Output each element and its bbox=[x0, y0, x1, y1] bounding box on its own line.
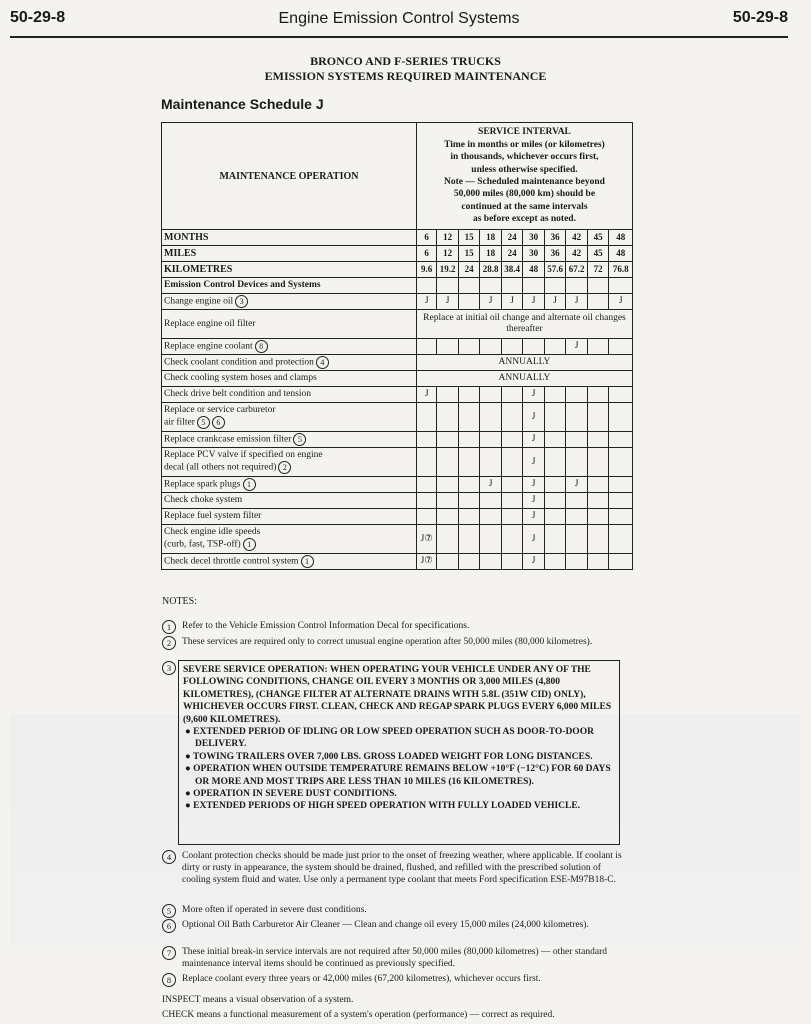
note-number-icon: 5 bbox=[162, 904, 176, 918]
schedule-cell bbox=[480, 493, 502, 509]
schedule-cell: J bbox=[523, 509, 545, 525]
note-number-icon: 2 bbox=[162, 636, 176, 650]
schedule-cell bbox=[609, 509, 633, 525]
table-row bbox=[162, 387, 633, 403]
schedule-cell bbox=[501, 554, 523, 570]
operation-label: Replace fuel system filter bbox=[164, 511, 262, 521]
operation-label: Replace or service carburetor bbox=[164, 405, 276, 415]
schedule-cell bbox=[437, 554, 459, 570]
note-number-icon: 6 bbox=[162, 919, 176, 933]
bullet-icon: ● bbox=[185, 751, 193, 762]
note-text: Refer to the Vehicle Emission Control Information Decal for specifications. bbox=[182, 621, 470, 631]
interval-value: 19.2 bbox=[437, 262, 459, 278]
schedule-cell bbox=[544, 554, 566, 570]
operation-label: Check engine idle speeds bbox=[164, 527, 261, 537]
note-text: These initial break-in service intervals are not required after 50,000 miles (80,000 kilometres) — other standard maintenance interval items should be continued as previously specified. bbox=[182, 947, 607, 969]
schedule-cell bbox=[501, 493, 523, 509]
note-number-icon: 7 bbox=[162, 946, 176, 960]
interval-value: 12 bbox=[437, 246, 459, 262]
schedule-cell: J bbox=[523, 403, 545, 432]
note-item bbox=[162, 636, 622, 648]
operation-label: Replace engine oil filter bbox=[164, 318, 256, 329]
table-row bbox=[162, 477, 633, 493]
schedule-cell bbox=[501, 509, 523, 525]
note-item bbox=[162, 973, 622, 985]
interval-value: 76.8 bbox=[609, 262, 633, 278]
schedule-cell: J bbox=[480, 477, 502, 493]
schedule-title: Maintenance Schedule J bbox=[161, 96, 324, 112]
schedule-cell bbox=[437, 448, 459, 477]
interval-span-text: ANNUALLY bbox=[416, 355, 632, 371]
operation-name bbox=[162, 355, 417, 371]
schedule-cell bbox=[544, 477, 566, 493]
service-interval-line: continued at the same intervals bbox=[461, 201, 588, 212]
interval-value: 48 bbox=[609, 230, 633, 246]
empty-cell bbox=[523, 278, 545, 294]
schedule-cell: J bbox=[437, 294, 459, 310]
interval-value: 24 bbox=[501, 246, 523, 262]
severe-condition-item bbox=[183, 788, 615, 800]
operation-name bbox=[162, 493, 417, 509]
operation-label: Check drive belt condition and tension bbox=[164, 389, 311, 399]
severe-condition-item bbox=[183, 751, 615, 763]
schedule-cell bbox=[480, 448, 502, 477]
schedule-cell bbox=[566, 554, 588, 570]
schedule-cell: J bbox=[501, 294, 523, 310]
empty-cell bbox=[566, 278, 588, 294]
schedule-cell bbox=[544, 448, 566, 477]
empty-cell bbox=[544, 278, 566, 294]
schedule-cell: J bbox=[544, 294, 566, 310]
note-ref-icon: 8 bbox=[255, 340, 268, 353]
severe-condition-text: EXTENDED PERIODS OF HIGH SPEED OPERATION WITH FULLY LOADED VEHICLE. bbox=[193, 801, 581, 812]
interval-row-label: MILES bbox=[162, 246, 417, 262]
schedule-cell bbox=[609, 403, 633, 432]
bullet-icon: ● bbox=[185, 727, 194, 738]
interval-value: 24 bbox=[458, 262, 480, 278]
schedule-cell bbox=[609, 448, 633, 477]
page-header bbox=[10, 6, 788, 38]
schedule-cell: J bbox=[523, 432, 545, 448]
schedule-cell: J bbox=[416, 387, 436, 403]
schedule-cell bbox=[587, 509, 609, 525]
schedule-cell bbox=[523, 339, 545, 355]
bullet-icon: ● bbox=[185, 764, 194, 775]
interval-value: 24 bbox=[501, 230, 523, 246]
schedule-cell bbox=[609, 432, 633, 448]
schedule-cell: J bbox=[416, 294, 436, 310]
schedule-cell bbox=[458, 403, 480, 432]
schedule-cell bbox=[544, 525, 566, 554]
note-ref-icon: 6 bbox=[212, 416, 225, 429]
operation-label: Replace PCV valve if specified on engine bbox=[164, 450, 323, 460]
schedule-cell: J⑦ bbox=[416, 525, 436, 554]
schedule-cell bbox=[501, 403, 523, 432]
note-ref-icon: 1 bbox=[243, 538, 256, 551]
severe-condition-item bbox=[183, 800, 615, 812]
operation-name bbox=[162, 432, 417, 448]
schedule-cell bbox=[544, 493, 566, 509]
schedule-cell bbox=[458, 339, 480, 355]
interval-value: 15 bbox=[458, 246, 480, 262]
interval-value: 18 bbox=[480, 230, 502, 246]
schedule-cell: J bbox=[523, 477, 545, 493]
service-interval-header bbox=[416, 123, 632, 230]
schedule-cell bbox=[566, 448, 588, 477]
schedule-cell: J bbox=[523, 294, 545, 310]
schedule-cell bbox=[458, 387, 480, 403]
operation-label-line2: decal (all others not required) bbox=[164, 462, 277, 473]
schedule-cell: J⑦ bbox=[416, 554, 436, 570]
note-ref-icon: 3 bbox=[235, 295, 248, 308]
operation-name bbox=[162, 339, 417, 355]
interval-value: 9.6 bbox=[416, 262, 436, 278]
table-row bbox=[162, 371, 633, 387]
inspect-definition: INSPECT means a visual observation of a system. bbox=[162, 995, 354, 1005]
page-title: Engine Emission Control Systems bbox=[278, 10, 520, 27]
notes-label: NOTES: bbox=[162, 596, 197, 607]
severe-service-box bbox=[178, 660, 620, 845]
note-ref-icon: 1 bbox=[301, 555, 314, 568]
schedule-cell bbox=[501, 432, 523, 448]
schedule-cell bbox=[437, 493, 459, 509]
schedule-cell bbox=[416, 432, 436, 448]
schedule-cell bbox=[416, 339, 436, 355]
interval-row bbox=[162, 230, 633, 246]
interval-value: 6 bbox=[416, 246, 436, 262]
table-row bbox=[162, 525, 633, 554]
note-ref-icon: 2 bbox=[278, 461, 291, 474]
schedule-cell bbox=[437, 403, 459, 432]
schedule-cell: J bbox=[523, 387, 545, 403]
schedule-cell bbox=[437, 509, 459, 525]
note-item bbox=[162, 620, 622, 632]
schedule-cell: J bbox=[523, 493, 545, 509]
interval-value: 42 bbox=[566, 230, 588, 246]
service-interval-line: unless otherwise specified. bbox=[471, 164, 578, 175]
schedule-cell bbox=[437, 339, 459, 355]
operation-name bbox=[162, 477, 417, 493]
operation-header: MAINTENANCE OPERATION bbox=[162, 123, 417, 230]
interval-value: 18 bbox=[480, 246, 502, 262]
interval-value: 38.4 bbox=[501, 262, 523, 278]
severe-condition-item bbox=[183, 726, 615, 751]
interval-value: 48 bbox=[609, 246, 633, 262]
operation-name bbox=[162, 294, 417, 310]
note-text: Optional Oil Bath Carburetor Air Cleaner — Clean and change oil every 15,000 miles (24,000 kilometres). bbox=[182, 920, 589, 930]
operation-label-line2: air filter bbox=[164, 417, 195, 428]
note-ref-icon: 5 bbox=[293, 433, 306, 446]
service-interval-line: Note — Scheduled maintenance beyond bbox=[443, 177, 605, 187]
interval-row bbox=[162, 262, 633, 278]
schedule-cell bbox=[458, 294, 480, 310]
empty-cell bbox=[609, 278, 633, 294]
note-ref-icon: 1 bbox=[243, 478, 256, 491]
operation-name bbox=[162, 525, 417, 554]
service-interval-line: SERVICE INTERVAL bbox=[478, 127, 571, 138]
schedule-cell bbox=[544, 509, 566, 525]
schedule-cell bbox=[458, 477, 480, 493]
operation-name bbox=[162, 387, 417, 403]
schedule-cell bbox=[587, 403, 609, 432]
interval-value: 36 bbox=[544, 246, 566, 262]
operation-label: Check cooling system hoses and clamps bbox=[164, 373, 317, 383]
empty-cell bbox=[458, 278, 480, 294]
schedule-cell bbox=[501, 387, 523, 403]
schedule-cell bbox=[458, 525, 480, 554]
schedule-cell bbox=[458, 509, 480, 525]
schedule-cell bbox=[587, 525, 609, 554]
schedule-cell bbox=[587, 294, 609, 310]
schedule-cell bbox=[587, 477, 609, 493]
schedule-cell bbox=[566, 403, 588, 432]
operation-name bbox=[162, 448, 417, 477]
empty-cell bbox=[587, 278, 609, 294]
section-title: Emission Control Devices and Systems bbox=[162, 278, 417, 294]
schedule-cell bbox=[587, 554, 609, 570]
interval-span-text: Replace at initial oil change and alternate oil changes thereafter bbox=[416, 310, 632, 339]
interval-value: 72 bbox=[587, 262, 609, 278]
schedule-cell bbox=[501, 525, 523, 554]
severe-condition-text: TOWING TRAILERS OVER 7,000 LBS. GROSS LOADED WEIGHT FOR LONG DISTANCES. bbox=[192, 751, 593, 762]
service-interval-line: as before except as noted. bbox=[472, 214, 576, 225]
schedule-cell bbox=[458, 432, 480, 448]
interval-row bbox=[162, 246, 633, 262]
schedule-cell: J bbox=[480, 294, 502, 310]
note-item bbox=[162, 904, 622, 916]
schedule-cell bbox=[544, 432, 566, 448]
operation-name bbox=[162, 403, 417, 432]
page-number-left: 50-29-8 bbox=[10, 9, 66, 26]
schedule-cell bbox=[416, 493, 436, 509]
schedule-cell bbox=[437, 432, 459, 448]
schedule-cell bbox=[416, 509, 436, 525]
note-number-icon: 1 bbox=[162, 620, 176, 634]
note-number-icon: 4 bbox=[162, 850, 176, 864]
operation-label: Check coolant condition and protection bbox=[164, 357, 314, 368]
schedule-cell: J bbox=[566, 294, 588, 310]
note-item bbox=[162, 946, 622, 970]
table-row bbox=[162, 493, 633, 509]
interval-value: 6 bbox=[416, 230, 436, 246]
check-definition: CHECK means a functional measurement of a system's operation (performance) — correct as required. bbox=[162, 1010, 555, 1020]
schedule-cell bbox=[480, 554, 502, 570]
schedule-cell bbox=[416, 448, 436, 477]
operation-name bbox=[162, 554, 417, 570]
schedule-cell bbox=[501, 339, 523, 355]
schedule-cell bbox=[416, 403, 436, 432]
service-interval-line: in thousands, whichever occurs first, bbox=[450, 152, 599, 163]
note-item bbox=[162, 850, 622, 886]
table-row bbox=[162, 355, 633, 371]
severe-condition-text: EXTENDED PERIOD OF IDLING OR LOW SPEED OPERATION SUCH AS DOOR-TO-DOOR DELIVERY. bbox=[193, 727, 594, 750]
empty-cell bbox=[480, 278, 502, 294]
operation-label: Replace engine coolant bbox=[164, 341, 253, 352]
schedule-cell bbox=[480, 525, 502, 554]
schedule-cell bbox=[480, 432, 502, 448]
schedule-cell bbox=[587, 339, 609, 355]
interval-value: 67.2 bbox=[566, 262, 588, 278]
interval-value: 48 bbox=[523, 262, 545, 278]
schedule-cell bbox=[609, 387, 633, 403]
schedule-cell bbox=[609, 493, 633, 509]
interval-value: 30 bbox=[523, 230, 545, 246]
operation-label-line2: (curb, fast, TSP-off) bbox=[164, 539, 241, 550]
bullet-icon: ● bbox=[185, 801, 194, 812]
severe-condition-item bbox=[183, 763, 615, 788]
schedule-cell bbox=[458, 493, 480, 509]
interval-span-text: ANNUALLY bbox=[416, 371, 632, 387]
schedule-cell: J bbox=[523, 525, 545, 554]
operation-label: Change engine oil bbox=[164, 296, 234, 307]
note-text: These services are required only to correct unusual engine operation after 50,000 miles (80,000 kilometres). bbox=[182, 637, 593, 647]
schedule-cell bbox=[437, 477, 459, 493]
operation-label: Replace crankcase emission filter bbox=[164, 434, 292, 445]
schedule-cell: J bbox=[566, 477, 588, 493]
operation-name bbox=[162, 310, 417, 339]
table-row bbox=[162, 432, 633, 448]
main-title-line2: EMISSION SYSTEMS REQUIRED MAINTENANCE bbox=[264, 69, 547, 83]
table-row bbox=[162, 294, 633, 310]
schedule-cell bbox=[437, 525, 459, 554]
schedule-cell bbox=[480, 403, 502, 432]
schedule-cell bbox=[458, 448, 480, 477]
schedule-cell bbox=[501, 448, 523, 477]
table-row bbox=[162, 339, 633, 355]
schedule-cell bbox=[566, 509, 588, 525]
schedule-cell bbox=[480, 387, 502, 403]
note-number-icon: 8 bbox=[162, 973, 176, 987]
interval-row-label: KILOMETRES bbox=[162, 262, 417, 278]
interval-value: 45 bbox=[587, 246, 609, 262]
schedule-cell bbox=[480, 509, 502, 525]
main-title-line1: BRONCO AND F-SERIES TRUCKS bbox=[310, 54, 501, 68]
schedule-cell bbox=[566, 387, 588, 403]
schedule-cell: J bbox=[609, 294, 633, 310]
interval-row-label: MONTHS bbox=[162, 230, 417, 246]
table-row bbox=[162, 509, 633, 525]
note-ref-icon: 4 bbox=[316, 356, 329, 369]
table-row bbox=[162, 310, 633, 339]
operation-label: Replace spark plugs bbox=[164, 479, 241, 490]
schedule-cell bbox=[501, 477, 523, 493]
schedule-cell bbox=[437, 387, 459, 403]
schedule-cell: J bbox=[523, 554, 545, 570]
schedule-cell bbox=[587, 448, 609, 477]
interval-value: 36 bbox=[544, 230, 566, 246]
page-number-right: 50-29-8 bbox=[732, 9, 788, 26]
schedule-cell bbox=[544, 387, 566, 403]
severe-condition-text: OPERATION IN SEVERE DUST CONDITIONS. bbox=[193, 789, 397, 800]
interval-value: 57.6 bbox=[544, 262, 566, 278]
severe-condition-text: OPERATION WHEN OUTSIDE TEMPERATURE REMAINS BELOW +10°F (−12°C) FOR 60 DAYS OR MORE AND MOST TRIPS ARE LESS THAN 10 MILES (16 KILOMETRES). bbox=[193, 764, 611, 787]
schedule-cell bbox=[566, 525, 588, 554]
schedule-cell: J bbox=[523, 448, 545, 477]
operation-label: Check decel throttle control system bbox=[164, 556, 299, 567]
schedule-cell bbox=[587, 432, 609, 448]
bullet-icon: ● bbox=[185, 789, 194, 800]
schedule-cell bbox=[458, 554, 480, 570]
maintenance-table bbox=[161, 122, 633, 570]
schedule-cell bbox=[609, 554, 633, 570]
schedule-cell bbox=[416, 477, 436, 493]
schedule-cell bbox=[544, 339, 566, 355]
table-row bbox=[162, 554, 633, 570]
note-text: Replace coolant every three years or 42,000 miles (67,200 kilometres), whichever occurs first. bbox=[182, 974, 541, 984]
severe-intro: SEVERE SERVICE OPERATION: WHEN OPERATING YOUR VEHICLE UNDER ANY OF THE FOLLOWING CONDITIONS, CHANGE OIL EVERY 3 MONTHS OR 3,000 MILES (4,800 KILOMETRES), (CHANGE FILTER AT ALTERNATE DRAINS WITH 5.8L (351W CID) ONLY), WHICHEVER OCCURS FIRST. CLEAN, CHECK AND REGAP SPARK PLUGS EVERY 6,000 MILES (9,600 KILOMETRES). bbox=[183, 665, 612, 725]
schedule-cell bbox=[587, 387, 609, 403]
schedule-cell bbox=[566, 493, 588, 509]
service-interval-line: Time in months or miles (or kilometres) bbox=[444, 139, 605, 150]
schedule-cell bbox=[566, 432, 588, 448]
operation-label: Check choke system bbox=[164, 495, 243, 505]
interval-value: 28.8 bbox=[480, 262, 502, 278]
interval-value: 15 bbox=[458, 230, 480, 246]
schedule-cell bbox=[480, 339, 502, 355]
interval-value: 42 bbox=[566, 246, 588, 262]
note-text: Coolant protection checks should be made just prior to the onset of freezing weather, where applicable. If coolant is dirty or rusty in appearance, the system should be drained, flushed, and refilled with the prescribed solution of cooling system fluid and water. Use only a permanent type coolant that meets Ford specification ESE-M97B18-C. bbox=[182, 851, 622, 885]
empty-cell bbox=[501, 278, 523, 294]
interval-value: 30 bbox=[523, 246, 545, 262]
operation-name bbox=[162, 371, 417, 387]
schedule-cell bbox=[544, 403, 566, 432]
table-row bbox=[162, 403, 633, 432]
operation-name bbox=[162, 509, 417, 525]
note-item bbox=[162, 919, 622, 931]
service-interval-line: 50,000 miles (80,000 km) should be bbox=[453, 189, 596, 200]
empty-cell bbox=[437, 278, 459, 294]
note-text: More often if operated in severe dust conditions. bbox=[182, 905, 367, 915]
schedule-cell bbox=[609, 525, 633, 554]
schedule-cell bbox=[587, 493, 609, 509]
schedule-cell: J bbox=[566, 339, 588, 355]
schedule-cell bbox=[609, 477, 633, 493]
schedule-cell bbox=[609, 339, 633, 355]
interval-value: 12 bbox=[437, 230, 459, 246]
empty-cell bbox=[416, 278, 436, 294]
interval-value: 45 bbox=[587, 230, 609, 246]
note-ref-icon: 5 bbox=[197, 416, 210, 429]
table-row bbox=[162, 448, 633, 477]
